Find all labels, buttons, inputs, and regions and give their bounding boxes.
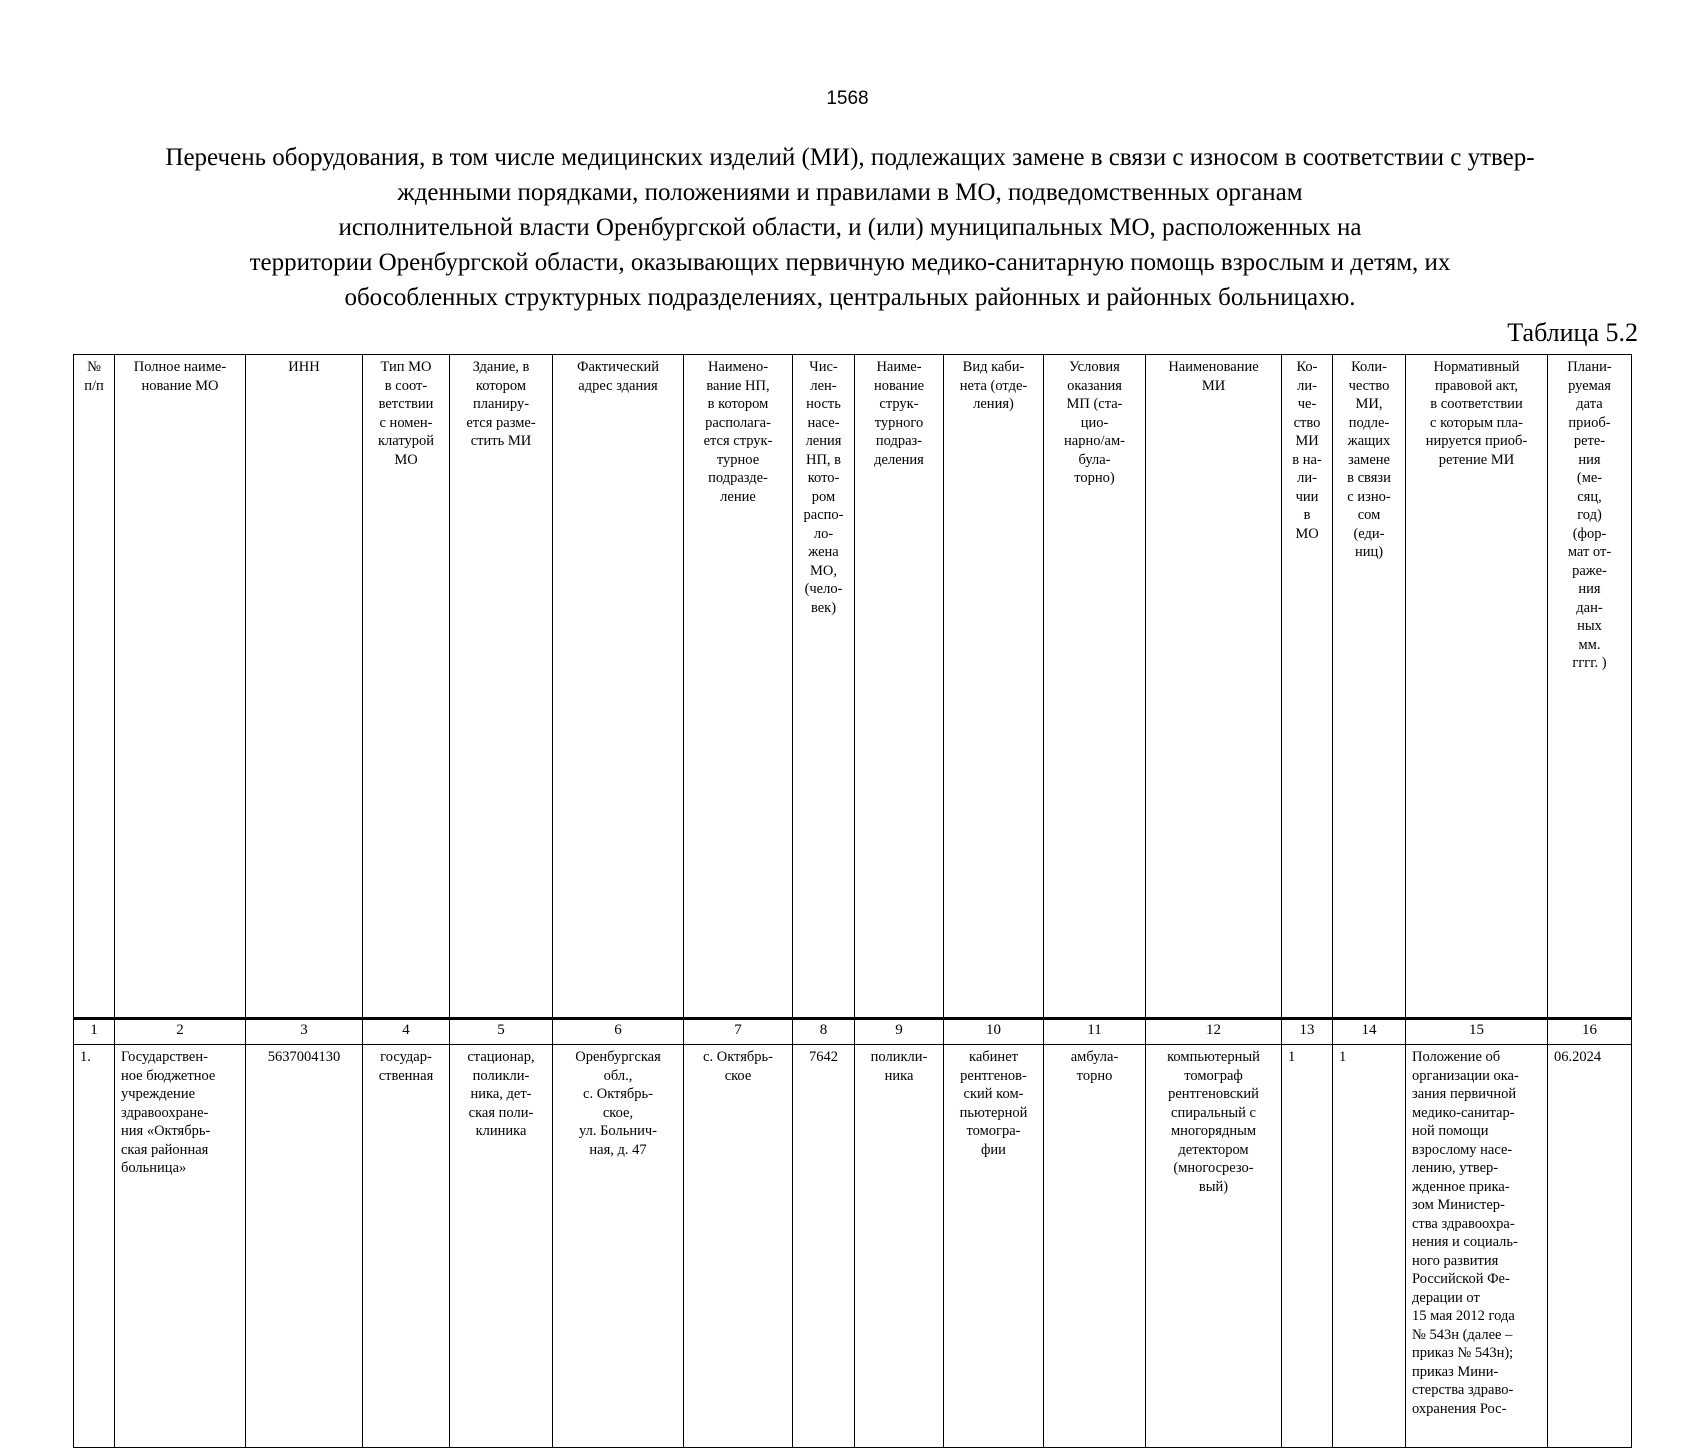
cell-text: ния «Октябрь- — [121, 1123, 211, 1139]
column-number-cell: 2 — [115, 1019, 246, 1045]
header-text: МИ — [1201, 377, 1226, 394]
cell-text: ника — [884, 1067, 914, 1084]
cell-text: амбула- — [1070, 1049, 1119, 1065]
header-text: в соот- — [384, 377, 428, 394]
cell-text: Российской Фе- — [1412, 1271, 1510, 1287]
header-text: мм. — [1578, 636, 1601, 653]
table-cell — [74, 1045, 115, 1448]
header-text: нование МО — [141, 377, 219, 394]
title-line: обособленных структурных подразделениях, центральных районных и районных больницахю. — [344, 284, 1356, 311]
cell-text: спиральный с — [1171, 1104, 1256, 1121]
cell-text: (многосрезо- — [1173, 1160, 1254, 1176]
header-text: распо- — [803, 507, 844, 523]
header-text: ство — [1293, 414, 1321, 431]
column-number-cell: 14 — [1333, 1019, 1406, 1045]
header-text: МО — [394, 451, 418, 468]
column-number-cell: 8 — [793, 1019, 855, 1045]
header-cell — [1548, 355, 1632, 1019]
cell-text: рентгенов- — [960, 1067, 1027, 1084]
header-text: ром — [811, 488, 836, 505]
table-cell — [1282, 1045, 1333, 1448]
header-text: гггг. ) — [1572, 655, 1607, 671]
table-cell — [1406, 1045, 1548, 1448]
column-number-cell: 15 — [1406, 1019, 1548, 1045]
header-text: МИ, — [1355, 396, 1383, 412]
cell-text: ное бюджетное — [121, 1067, 216, 1084]
cell-text: 7642 — [809, 1049, 838, 1065]
cell-text: зом Министер- — [1412, 1197, 1505, 1213]
cell-text: 1 — [1288, 1049, 1296, 1065]
cell-text: стационар, — [467, 1049, 535, 1065]
header-text: турного — [874, 414, 924, 431]
header-text: Тип МО — [380, 359, 432, 375]
header-text: нируется приоб- — [1425, 433, 1528, 449]
cell-text: 15 мая 2012 года — [1412, 1308, 1515, 1324]
header-text: котором — [475, 377, 527, 394]
cell-text: приказ № 543н); — [1412, 1345, 1514, 1361]
table-header-row — [74, 355, 1632, 1019]
table-cell — [1548, 1045, 1632, 1448]
header-text: подразде- — [708, 470, 768, 486]
header-text: торно) — [1074, 470, 1115, 486]
cell-text: детектором — [1178, 1141, 1249, 1158]
cell-text: № 543н (далее – — [1412, 1326, 1513, 1343]
header-text: дан- — [1576, 599, 1603, 616]
header-cell — [855, 355, 944, 1019]
header-text: в котором — [707, 396, 769, 412]
cell-text: больница» — [121, 1160, 187, 1176]
header-text: ление — [720, 488, 756, 505]
header-text: п/п — [84, 377, 104, 394]
table-cell — [855, 1045, 944, 1448]
header-text: Наимено- — [707, 359, 769, 375]
header-text: век) — [810, 599, 837, 616]
header-text: (фор- — [1572, 525, 1607, 542]
header-text: ность — [806, 396, 841, 412]
title-line: Перечень оборудования, в том числе медицинских изделий (МИ), подлежащих замене в связи с износом в соответствии с утвер- — [165, 144, 1535, 171]
header-text: ИНН — [288, 359, 320, 375]
header-text: с изно- — [1347, 488, 1391, 505]
header-text: лен- — [810, 377, 837, 394]
cell-text: поликли- — [870, 1049, 928, 1065]
header-cell — [363, 355, 450, 1019]
header-text: ли- — [1297, 377, 1317, 394]
header-text: Плани- — [1567, 359, 1612, 375]
header-cell — [1044, 355, 1146, 1019]
cell-text: нения и социаль- — [1412, 1234, 1518, 1250]
cell-text: Оренбургская — [575, 1049, 661, 1065]
header-text: (еди- — [1353, 525, 1385, 542]
table-cell — [1044, 1045, 1146, 1448]
cell-text: ская поли- — [468, 1104, 534, 1121]
cell-text: государ- — [380, 1049, 432, 1065]
header-cell — [246, 355, 363, 1019]
cell-text: рентгеновский — [1168, 1086, 1259, 1102]
cell-text: охранения Рос- — [1412, 1400, 1507, 1417]
header-text: ветствии — [378, 396, 434, 412]
header-text: подраз- — [875, 433, 923, 449]
cell-text: ника, дет- — [470, 1086, 532, 1102]
header-text: Полное наиме- — [133, 359, 227, 375]
cell-text: ский ком- — [963, 1086, 1024, 1102]
column-number-cell: 7 — [684, 1019, 793, 1045]
column-number-cell: 9 — [855, 1019, 944, 1045]
cell-text: ственная — [378, 1067, 434, 1084]
header-text: деления — [874, 451, 924, 468]
header-text: руемая — [1568, 377, 1611, 394]
cell-text: 1 — [1339, 1049, 1347, 1065]
header-text: замене — [1348, 451, 1390, 468]
page-number: 1568 — [826, 88, 869, 109]
header-text: нарно/ам- — [1064, 433, 1125, 449]
cell-text: с. Октябрь- — [583, 1086, 653, 1102]
cell-text: жденное прика- — [1412, 1178, 1510, 1195]
column-number-cell: 10 — [944, 1019, 1044, 1045]
table-cell — [1333, 1045, 1406, 1448]
table-cell — [944, 1045, 1044, 1448]
header-cell — [115, 355, 246, 1019]
header-text: мат от- — [1567, 544, 1612, 560]
cell-text: дерации от — [1412, 1289, 1480, 1306]
cell-text: обл., — [603, 1067, 633, 1084]
table-cell — [553, 1045, 684, 1448]
header-text: чии — [1295, 488, 1319, 505]
column-number-cell: 3 — [246, 1019, 363, 1045]
header-text: год) — [1577, 507, 1602, 523]
header-text: адрес здания — [578, 377, 658, 394]
header-text: Фактический — [577, 359, 659, 375]
cell-text: стерства здраво- — [1412, 1382, 1514, 1398]
cell-text: зания первичной — [1412, 1086, 1517, 1102]
column-number-cell: 16 — [1548, 1019, 1632, 1045]
header-text: жащих — [1347, 433, 1391, 449]
cell-text: взрослому насе- — [1412, 1141, 1513, 1158]
document-title — [60, 140, 1640, 315]
cell-text: ское — [724, 1067, 752, 1084]
header-text: раже- — [1572, 562, 1607, 579]
header-cell — [944, 355, 1044, 1019]
column-number-cell: 13 — [1282, 1019, 1333, 1045]
header-text: насе- — [807, 414, 840, 431]
cell-text: вый) — [1198, 1178, 1229, 1195]
title-line: жденными порядками, положениями и правилами в МО, подведомственных органам — [397, 179, 1303, 206]
table-cell — [684, 1045, 793, 1448]
equipment-table — [73, 354, 1632, 1448]
cell-text: пьютерной — [959, 1104, 1028, 1121]
table-cell — [115, 1045, 246, 1448]
column-number-cell: 11 — [1044, 1019, 1146, 1045]
header-text: МИ — [1295, 433, 1319, 449]
header-text: (чело- — [804, 581, 843, 597]
column-number-cell: 1 — [74, 1019, 115, 1045]
cell-text: ная, д. 47 — [589, 1141, 647, 1158]
header-text: ления) — [973, 396, 1014, 412]
header-cell — [1282, 355, 1333, 1019]
header-text: цио- — [1080, 414, 1109, 431]
table-cell — [1146, 1045, 1282, 1448]
header-text: вание НП, — [706, 377, 770, 394]
header-text: Нормативный — [1433, 359, 1520, 375]
header-text: ретение МИ — [1438, 451, 1515, 468]
table-cell — [363, 1045, 450, 1448]
cell-text: ства здравоохра- — [1412, 1215, 1515, 1232]
cell-text: ское, — [602, 1104, 634, 1121]
header-text: клатурой — [378, 433, 434, 449]
header-text: № — [87, 359, 101, 375]
cell-text: медико-санитар- — [1412, 1104, 1515, 1121]
header-cell — [793, 355, 855, 1019]
column-number-cell: 6 — [553, 1019, 684, 1045]
cell-text: 1. — [80, 1049, 91, 1065]
column-number-cell: 5 — [450, 1019, 553, 1045]
header-cell — [74, 355, 115, 1019]
header-text: НП, в — [805, 451, 842, 468]
header-cell — [553, 355, 684, 1019]
header-cell — [1406, 355, 1548, 1019]
cell-text: ного развития — [1412, 1252, 1499, 1269]
header-text: с которым пла- — [1430, 414, 1523, 431]
header-text: ется струк- — [703, 433, 773, 449]
header-text: МО, — [810, 562, 837, 579]
header-text: че- — [1297, 396, 1317, 412]
header-text: (ме- — [1576, 470, 1603, 486]
cell-text: Государствен- — [121, 1049, 208, 1065]
header-text: в — [1303, 507, 1311, 523]
table-label: Таблица 5.2 — [1507, 318, 1638, 347]
header-text: ли- — [1297, 470, 1317, 486]
cell-text: приказ Мини- — [1412, 1363, 1499, 1380]
cell-text: здравоохране- — [121, 1104, 209, 1121]
cell-text: многорядным — [1171, 1123, 1256, 1139]
header-text: стить МИ — [470, 433, 532, 449]
header-text: в связи — [1347, 470, 1391, 486]
title-line: территории Оренбургской области, оказывающих первичную медико-санитарную помощь взрослым и детям, их — [249, 249, 1451, 276]
cell-text: лению, утвер- — [1412, 1160, 1499, 1176]
cell-text: ская районная — [121, 1141, 209, 1158]
column-number-cell: 4 — [363, 1019, 450, 1045]
cell-text: фии — [981, 1141, 1006, 1158]
header-text: була- — [1078, 451, 1111, 468]
header-cell — [684, 355, 793, 1019]
cell-text: компьютерный — [1167, 1049, 1260, 1065]
header-text: жена — [808, 544, 839, 560]
header-text: располага- — [705, 414, 771, 431]
header-text: турное — [716, 451, 760, 468]
header-text: ло- — [813, 525, 834, 542]
cell-text: томогра- — [966, 1123, 1021, 1139]
header-text: Здание, в — [472, 359, 530, 375]
header-text: ления — [805, 433, 842, 449]
header-text: дата — [1576, 396, 1603, 412]
header-text: МО — [1295, 525, 1319, 542]
header-text: ния — [1578, 451, 1601, 468]
cell-text: с. Октябрь- — [703, 1049, 773, 1065]
table-cell — [793, 1045, 855, 1448]
table-row — [74, 1045, 1632, 1448]
table-cell — [450, 1045, 553, 1448]
header-text: Условия — [1069, 359, 1120, 375]
cell-text: Положение об — [1412, 1049, 1501, 1065]
header-text: чество — [1348, 377, 1390, 394]
header-text: ется разме- — [466, 414, 536, 431]
header-text: в на- — [1292, 451, 1322, 468]
header-text: Ко- — [1296, 359, 1318, 375]
cell-text: 5637004130 — [267, 1049, 341, 1065]
header-text: правовой акт, — [1435, 377, 1518, 394]
cell-text: торно — [1076, 1067, 1113, 1084]
header-text: Наименование — [1168, 359, 1259, 375]
header-text: МП (ста- — [1066, 396, 1123, 412]
header-text: ниц) — [1354, 544, 1384, 560]
header-text: ния — [1578, 581, 1601, 597]
table-cell — [246, 1045, 363, 1448]
header-text: ных — [1577, 618, 1602, 634]
header-text: подле- — [1348, 414, 1390, 431]
cell-text: кабинет — [969, 1049, 1018, 1065]
header-text: кото- — [807, 470, 840, 486]
title-line: исполнительной власти Оренбургской области, и (или) муниципальных МО, расположенных на — [338, 214, 1362, 241]
header-cell — [450, 355, 553, 1019]
header-text: с номен- — [379, 414, 433, 431]
header-text: Наиме- — [876, 359, 922, 375]
header-cell — [1333, 355, 1406, 1019]
cell-text: 06.2024 — [1554, 1049, 1602, 1065]
column-number-row — [74, 1019, 1632, 1045]
cell-text: поликли- — [472, 1067, 530, 1084]
header-text: планиру- — [472, 396, 530, 412]
header-text: приоб- — [1568, 414, 1611, 431]
cell-text: ул. Больнич- — [579, 1123, 657, 1139]
header-text: нование — [873, 377, 925, 394]
cell-text: клиника — [475, 1123, 527, 1139]
header-text: Вид каби- — [962, 359, 1025, 375]
column-number-cell: 12 — [1146, 1019, 1282, 1045]
header-text: в соответствии — [1430, 396, 1523, 412]
cell-text: ной помощи — [1412, 1123, 1489, 1139]
header-text: сяц, — [1577, 488, 1602, 505]
header-text: нета (отде- — [959, 377, 1028, 394]
header-text: струк- — [879, 396, 919, 412]
cell-text: учреждение — [121, 1086, 196, 1102]
cell-text: томограф — [1184, 1067, 1243, 1084]
header-text: рете- — [1573, 433, 1606, 449]
cell-text: организации ока- — [1412, 1067, 1519, 1084]
header-text: оказания — [1067, 377, 1122, 394]
header-text: Чис- — [809, 359, 838, 375]
header-cell — [1146, 355, 1282, 1019]
header-text: Коли- — [1351, 359, 1387, 375]
header-text: сом — [1357, 507, 1381, 523]
